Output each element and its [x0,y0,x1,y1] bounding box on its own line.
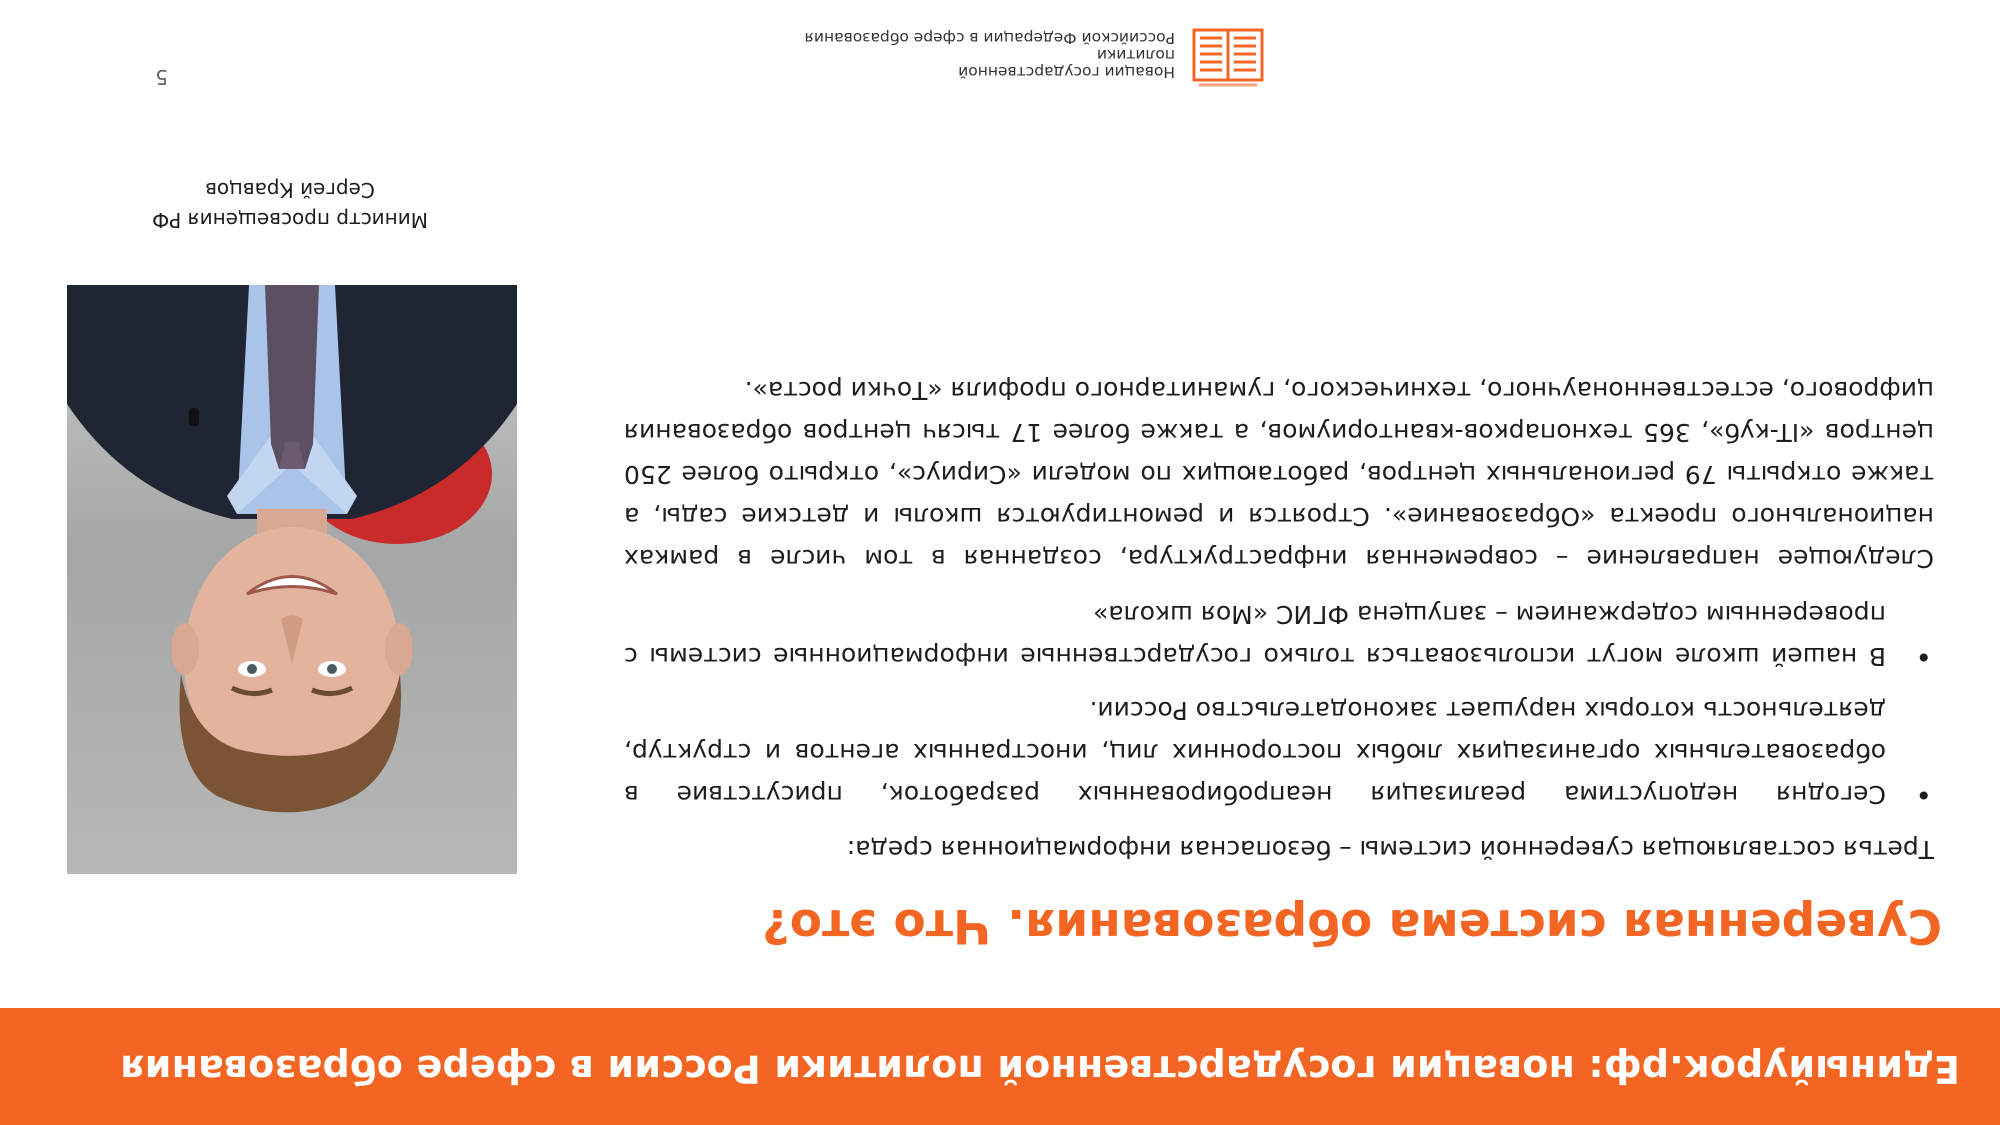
bullet-item: • В нашей школе могут использоваться только государственные информационные системы с проверенным содержанием – запущена ФГИС «Моя школа» [624,593,1886,677]
page-title: Суверенная система образования. Что это? [762,898,1942,953]
logo-line: политики [1096,46,1175,64]
caption-position: Министр просвещения РФ [152,208,429,232]
body-text [624,369,1934,870]
header-banner [0,1008,2000,1125]
caption-name: Сергей Кравцов [205,178,375,202]
logo-line: Новации государственной [958,63,1175,81]
banner-title: Единыйурок.рф: новации государственной политики России в сфере образования [119,1047,1960,1091]
logo-line: Российской Федерации в сфере образования [804,29,1175,47]
infrastructure-paragraph: Следующее направление – современная инфраструктура, созданная в том числе в рамках национального проекта «Образование». Строятся и ремонтируются школы и детские сады, а также открыты 79 региональных центров, работающих по модели «Сириус», открыто более 250 центров «IT-куб», 365 технопарков-кванториумов, а также более 17 тысяч центров образования цифрового, естественнонаучного, технического, гуманитарного профиля «Точки роста». [624,376,1934,573]
bullet-item: • Сегодня недопустима реализация неапробированных разработок, присутствие в образовательных организациях любых посторонних лиц, иностранных агентов и структур, деятельность которых нарушает законодательство России. [624,689,1886,815]
portrait-illustration [67,285,517,874]
minister-photo [67,285,517,874]
intro-text: Третья составляющая суверенной системы – безопасная информационная среда: [846,835,1934,864]
open-book-icon [1191,25,1265,90]
bullet-list [624,593,1934,815]
photo-caption [140,175,440,235]
page-number: 5 [155,65,168,89]
logo-text [804,29,1175,81]
